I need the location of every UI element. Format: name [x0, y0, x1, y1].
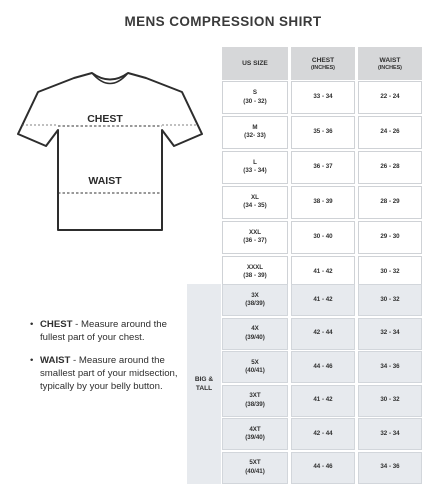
waist-cell — [358, 81, 422, 114]
waist-cell — [358, 221, 422, 254]
size-label: 4X — [251, 325, 259, 332]
header-unit: (INCHES) — [311, 65, 335, 71]
note-chest: • CHEST - Measure around the fullest part of your chest. — [30, 318, 180, 345]
big-size-cell — [222, 284, 288, 316]
size-label: XXL — [248, 228, 262, 236]
size-range: (39/40) — [245, 434, 265, 441]
chest-label: CHEST — [87, 113, 123, 125]
size-range: (38/39) — [245, 300, 265, 307]
big-size-cell — [222, 418, 288, 450]
size-label: S — [252, 89, 258, 96]
size-range: (38 - 39) — [243, 272, 267, 279]
waist-cell — [358, 151, 422, 184]
size-label: L — [253, 158, 257, 166]
size-label: XXXL — [246, 263, 264, 271]
size-range: (40/41) — [245, 467, 265, 475]
big-chest-cell — [291, 385, 355, 417]
big-size-cell — [222, 318, 288, 350]
chest-cell — [291, 186, 355, 219]
header-unit: (INCHES) — [378, 65, 402, 71]
tshirt-outline-icon — [18, 73, 202, 230]
waist-cell — [358, 186, 422, 219]
chest-value: 44 - 46 — [313, 463, 333, 471]
waist-value: 32 - 34 — [380, 329, 400, 337]
chest-value: 41 - 42 — [313, 396, 333, 404]
chest-value: 35 - 36 — [313, 128, 333, 136]
size-label: 3X — [251, 291, 259, 299]
size-cell — [222, 116, 288, 149]
header-label: US SIZE — [242, 60, 268, 67]
chest-cell — [291, 221, 355, 254]
page-title: MENS COMPRESSION SHIRT — [124, 14, 322, 29]
size-label: 5X — [251, 358, 259, 366]
chest-value: 41 - 42 — [313, 295, 333, 303]
big-waist-cell — [358, 351, 422, 383]
size-cell — [222, 81, 288, 114]
waist-label: WAIST — [88, 175, 122, 187]
big-tall-label — [187, 284, 221, 484]
size-range: (34 - 35) — [243, 202, 267, 210]
waist-value: 34 - 36 — [380, 362, 400, 370]
waist-value: 28 - 29 — [380, 197, 400, 205]
chest-value: 36 - 37 — [313, 163, 333, 171]
big-tall-text: TALL — [195, 384, 213, 392]
header-label: WAIST — [379, 57, 401, 64]
chest-cell — [291, 151, 355, 184]
note-waist: • WAIST - Measure around the smallest part of your midsection, typically by your belly button. — [30, 354, 180, 394]
chest-value: 41 - 42 — [313, 267, 333, 275]
big-tall-text: BIG & — [194, 375, 214, 383]
big-chest-cell — [291, 318, 355, 350]
big-size-cell — [222, 452, 288, 484]
big-chest-cell — [291, 351, 355, 383]
size-range: (36 - 37) — [243, 237, 267, 245]
chest-cell — [291, 81, 355, 114]
size-range: (30 - 32) — [243, 97, 267, 105]
chest-value: 38 - 39 — [313, 197, 333, 205]
header-chest — [291, 47, 355, 80]
chest-value: 42 - 44 — [313, 329, 333, 337]
big-size-cell — [222, 385, 288, 417]
waist-value: 24 - 26 — [380, 128, 400, 136]
chest-value: 44 - 46 — [313, 362, 333, 370]
chest-value: 30 - 40 — [313, 232, 333, 240]
chest-value: 33 - 34 — [313, 93, 333, 101]
size-cell — [222, 186, 288, 219]
size-range: (33 - 34) — [243, 167, 267, 175]
size-label: 5XT — [249, 459, 261, 466]
waist-cell — [358, 116, 422, 149]
waist-value: 30 - 32 — [380, 396, 400, 404]
chest-cell — [291, 116, 355, 149]
size-range: (32- 33) — [244, 132, 266, 140]
big-waist-cell — [358, 385, 422, 417]
waist-value: 30 - 32 — [380, 295, 400, 303]
big-size-cell — [222, 351, 288, 383]
size-range: (39/40) — [245, 333, 265, 341]
big-waist-cell — [358, 418, 422, 450]
big-chest-cell — [291, 452, 355, 484]
waist-value: 22 - 24 — [380, 93, 400, 101]
tshirt-diagram — [12, 70, 208, 235]
size-range: (38/39) — [245, 400, 265, 408]
waist-value: 26 - 28 — [380, 163, 400, 171]
header-label: CHEST — [311, 57, 335, 64]
chest-value: 42 - 44 — [313, 429, 333, 437]
big-chest-cell — [291, 418, 355, 450]
size-cell — [222, 151, 288, 184]
waist-value: 34 - 36 — [380, 463, 400, 471]
big-waist-cell — [358, 452, 422, 484]
size-range: (40/41) — [245, 367, 265, 374]
waist-value: 30 - 32 — [380, 267, 400, 275]
size-label: 3XT — [249, 392, 261, 399]
size-label: XL — [251, 193, 259, 201]
big-chest-cell — [291, 284, 355, 316]
size-cell — [222, 221, 288, 254]
measuring-notes — [30, 318, 180, 402]
waist-value: 32 - 34 — [380, 429, 400, 437]
size-label: 4XT — [249, 425, 261, 433]
header-us-size — [222, 47, 288, 80]
size-label: M — [252, 123, 258, 131]
big-waist-cell — [358, 284, 422, 316]
big-waist-cell — [358, 318, 422, 350]
waist-value: 29 - 30 — [380, 232, 400, 240]
header-waist — [358, 47, 422, 80]
